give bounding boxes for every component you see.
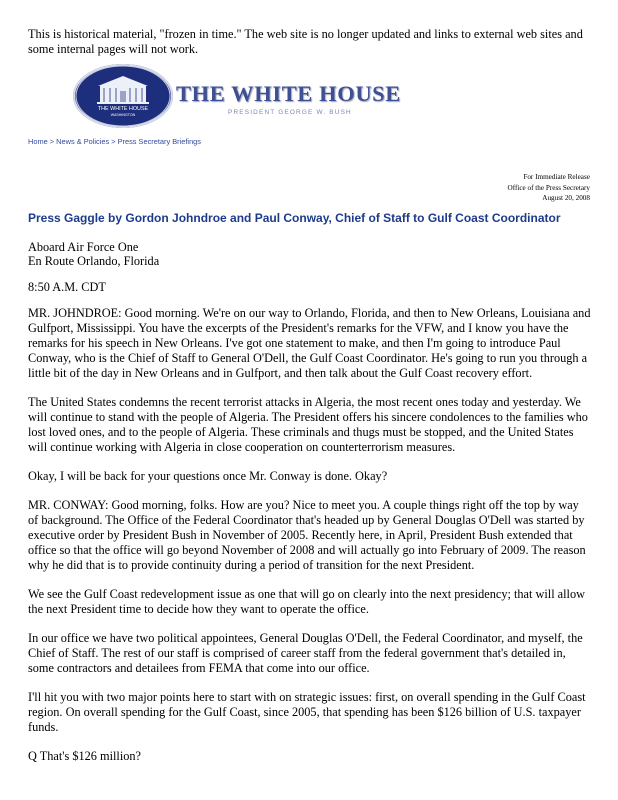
transcript-paragraph: Okay, I will be back for your questions once Mr. Conway is done. Okay? — [28, 469, 388, 483]
transcript-body — [28, 280, 592, 778]
transcript-paragraph: MR. CONWAY: Good morning, folks. How are you? Nice to meet you. A couple things right off the top by way of background. The Office of the Federal Coordinator that's headed up by General Douglas O'Dell was started by executive order by President Bush in November of 2005. Recently here, in April, President Bush extended that office so that the office will go beyond November of 2008 and will actually go into February of 2009. The reason why he did that is to provide continuity during a period of transition for the next President. — [28, 498, 586, 572]
briefing-time: 8:50 A.M. CDT — [28, 280, 106, 294]
transcript-paragraph: We see the Gulf Coast redevelopment issue as one that will go on clearly into the next presidency; that will allow the next President time to decide how they want to operate the office. — [28, 587, 586, 616]
location-line: En Route Orlando, Florida — [28, 254, 160, 268]
transcript-paragraph: In our office we have two political appointees, General Douglas O'Dell, the Federal Coordinator, and myself, the Chief of Staff. The rest of our staff is comprised of career staff from the federal government that's detailed in, some contractors and detailees from FEMA that come into our office. — [28, 631, 583, 675]
breadcrumb-briefings-link[interactable]: Press Secretary Briefings — [117, 137, 201, 146]
transcript-paragraph: The United States condemns the recent terrorist attacks in Algeria, the most recent ones today and yesterday. We will continue to stand with the people of Algeria. The President offers his sincere condolences to the families who lost loved ones, and to the people of Algeria. These criminals and thugs must be stopped, and the United States will continue working with Algeria in close cooperation on counterterrorism measures. — [28, 395, 588, 454]
white-house-logo[interactable] — [73, 64, 403, 130]
breadcrumb-separator: > — [111, 137, 116, 146]
transcript-paragraph: I'll hit you with two major points here to start with on strategic issues: first, on overall spending in the Gulf Coast region. On overall spending for the Gulf Coast, since 2005, that spending has been $126 billion of U.S. taxpayer funds. — [28, 690, 586, 734]
transcript-paragraph: MR. JOHNDROE: Good morning. We're on our way to Orlando, Florida, and then to New Orleans, Louisiana and Gulfport, Mississippi. You have the excerpts of the President's remarks for the VFW, and I know you have the remarks for his speech in New Orleans. I've got one statement to make, and then I'm going to introduce Paul Conway, who is the Chief of Staff to General O'Dell, the Gulf Coast Coordinator. He's going to run you through a little bit of the day in New Orleans and in Gulfport, and then talk about the Gulf Coast recovery effort. — [28, 306, 591, 380]
page-title: Press Gaggle by Gordon Johndroe and Paul Conway, Chief of Staff to Gulf Coast Coordinator — [28, 211, 561, 225]
release-type: For Immediate Release — [523, 173, 590, 181]
breadcrumb-separator: > — [49, 137, 55, 146]
release-info — [330, 172, 590, 204]
location-line: Aboard Air Force One — [28, 240, 139, 254]
location — [28, 240, 588, 268]
seal-label: THE WHITE HOUSE — [97, 106, 149, 112]
site-subtitle: PRESIDENT GEORGE W. BUSH — [228, 109, 352, 116]
white-house-seal-icon — [73, 64, 173, 128]
release-date: August 20, 2008 — [542, 194, 590, 202]
release-office: Office of the Press Secretary — [507, 183, 590, 192]
breadcrumb — [28, 137, 201, 146]
site-title: THE WHITE HOUSE — [176, 81, 401, 106]
breadcrumb-news-link[interactable]: News & Policies — [56, 137, 110, 146]
seal-sublabel: WASHINGTON — [110, 113, 136, 117]
transcript-paragraph: Q That's $126 million? — [28, 749, 141, 763]
archive-notice: This is historical material, "frozen in time." The web site is no longer updated and links to external web sites and some internal pages will not work. — [28, 27, 583, 56]
breadcrumb-home-link[interactable]: Home — [28, 137, 48, 146]
